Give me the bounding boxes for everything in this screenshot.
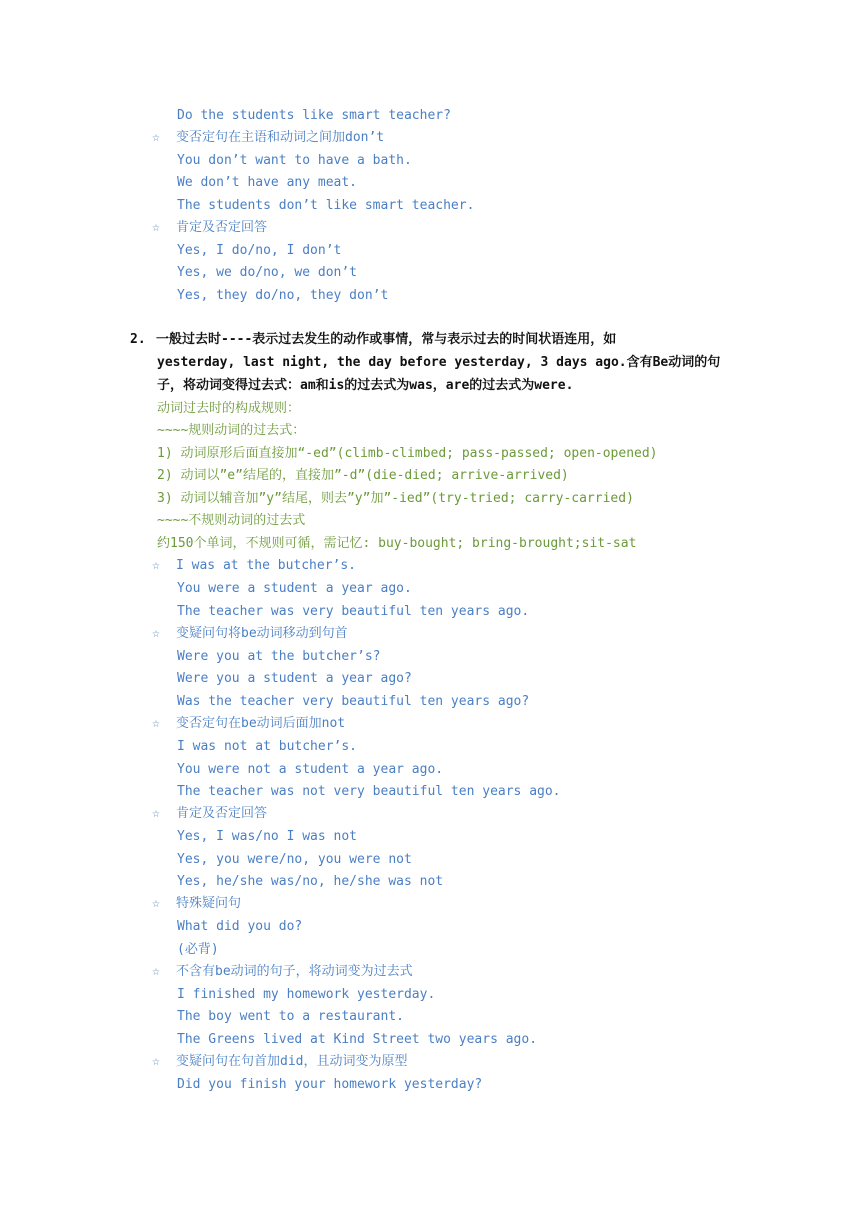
rules-title: 动词过去时的构成规则： — [157, 401, 301, 416]
answer-example-3: Yes, they do/no, they don’t — [177, 288, 389, 303]
answers-be-heading — [152, 805, 267, 823]
answer-be-example-1: Yes, I was/no I was not — [177, 829, 358, 844]
star-bullet-icon: ☆ — [152, 220, 160, 235]
question-example-2: Were you a student a year ago? — [177, 671, 412, 686]
example-question-3: Do the students like smart teacher? — [177, 108, 451, 123]
irregular-verbs-note: 约150个单词，不规则可循，需记忆: buy-bought; bring-brought;sit-sat — [157, 536, 637, 551]
heading-text: 肯定及否定回答 — [176, 806, 268, 821]
heading-text: 变疑问句将be动词移动到句首 — [176, 626, 348, 641]
answers-heading — [152, 219, 267, 237]
answer-be-example-3: Yes, he/she was/no, he/she was not — [177, 874, 444, 889]
star-bullet-icon: ☆ — [152, 1054, 160, 1069]
did-question-example-1: Did you finish your homework yesterday? — [177, 1077, 483, 1092]
section-2-intro-line-1 — [130, 331, 616, 349]
heading-text: 不含有be动词的句子，将动词变为过去式 — [176, 964, 413, 979]
star-bullet-icon: ☆ — [152, 964, 160, 979]
answer-example-2: Yes, we do/no, we don’t — [177, 265, 358, 280]
section-2-intro-line-2: yesterday, last night, the day before yesterday, 3 days ago.含有Be动词的句 — [157, 355, 721, 370]
heading-text: 肯定及否定回答 — [176, 220, 268, 235]
heading-text: 变否定句在主语和动词之间加don’t — [176, 130, 385, 145]
negative-example-1: You don’t want to have a bath. — [177, 153, 412, 168]
be-example-2: You were a student a year ago. — [177, 581, 412, 596]
no-be-heading — [152, 963, 413, 981]
heading-text: 变疑问句在句首加did，且动词变为原型 — [176, 1054, 408, 1069]
star-bullet-icon: ☆ — [152, 716, 160, 731]
negative-example-3: The students don’t like smart teacher. — [177, 198, 475, 213]
question-example-3: Was the teacher very beautiful ten years ago? — [177, 694, 530, 709]
regular-verbs-title: ~~~~规则动词的过去式： — [157, 423, 306, 438]
negative-rule-heading — [152, 129, 384, 147]
rule-1: 1) 动词原形后面直接加“-ed”(climb-climbed; pass-passed; open-opened) — [157, 446, 658, 461]
no-be-example-3: The Greens lived at Kind Street two years ago. — [177, 1032, 538, 1047]
star-bullet-icon: ☆ — [152, 130, 160, 145]
negative-example-2: We don’t have any meat. — [177, 175, 358, 190]
star-bullet-icon: ☆ — [152, 626, 160, 641]
section-2-intro-line-3: 子，将动词变得过去式：am和is的过去式为was，are的过去式为were. — [157, 378, 574, 393]
be-example-1 — [152, 557, 356, 575]
star-bullet-icon: ☆ — [152, 558, 160, 573]
rule-3: 3) 动词以辅音加”y”结尾，则去”y”加”-ied”(try-tried; carry-carried) — [157, 491, 634, 506]
no-be-example-1: I finished my homework yesterday. — [177, 987, 436, 1002]
must-memorize-note: (必背) — [177, 942, 219, 957]
intro-text: 一般过去时----表示过去发生的动作或事情，常与表示过去的时间状语连用，如 — [156, 332, 617, 347]
rule-2: 2) 动词以”e”结尾的，直接加”-d”(die-died; arrive-arrived) — [157, 468, 569, 483]
be-example-3: The teacher was very beautiful ten years ago. — [177, 604, 530, 619]
answer-example-1: Yes, I do/no, I don’t — [177, 243, 342, 258]
heading-text: 特殊疑问句 — [176, 896, 242, 911]
negative-be-heading — [152, 715, 345, 733]
question-example-1: Were you at the butcher’s? — [177, 649, 381, 664]
negative-be-example-2: You were not a student a year ago. — [177, 762, 444, 777]
special-question-example: What did you do? — [177, 919, 303, 934]
star-bullet-icon: ☆ — [152, 806, 160, 821]
example-text: I was at the butcher’s. — [176, 558, 357, 573]
heading-text: 变否定句在be动词后面加not — [176, 716, 346, 731]
did-question-heading — [152, 1053, 407, 1071]
negative-be-example-1: I was not at butcher’s. — [177, 739, 358, 754]
no-be-example-2: The boy went to a restaurant. — [177, 1009, 404, 1024]
section-number: 2. — [130, 332, 146, 347]
special-question-heading — [152, 895, 241, 913]
irregular-verbs-title: ~~~~不规则动词的过去式 — [157, 513, 306, 528]
negative-be-example-3: The teacher was not very beautiful ten years ago. — [177, 784, 561, 799]
question-rule-heading — [152, 625, 348, 643]
star-bullet-icon: ☆ — [152, 896, 160, 911]
answer-be-example-2: Yes, you were/no, you were not — [177, 852, 412, 867]
